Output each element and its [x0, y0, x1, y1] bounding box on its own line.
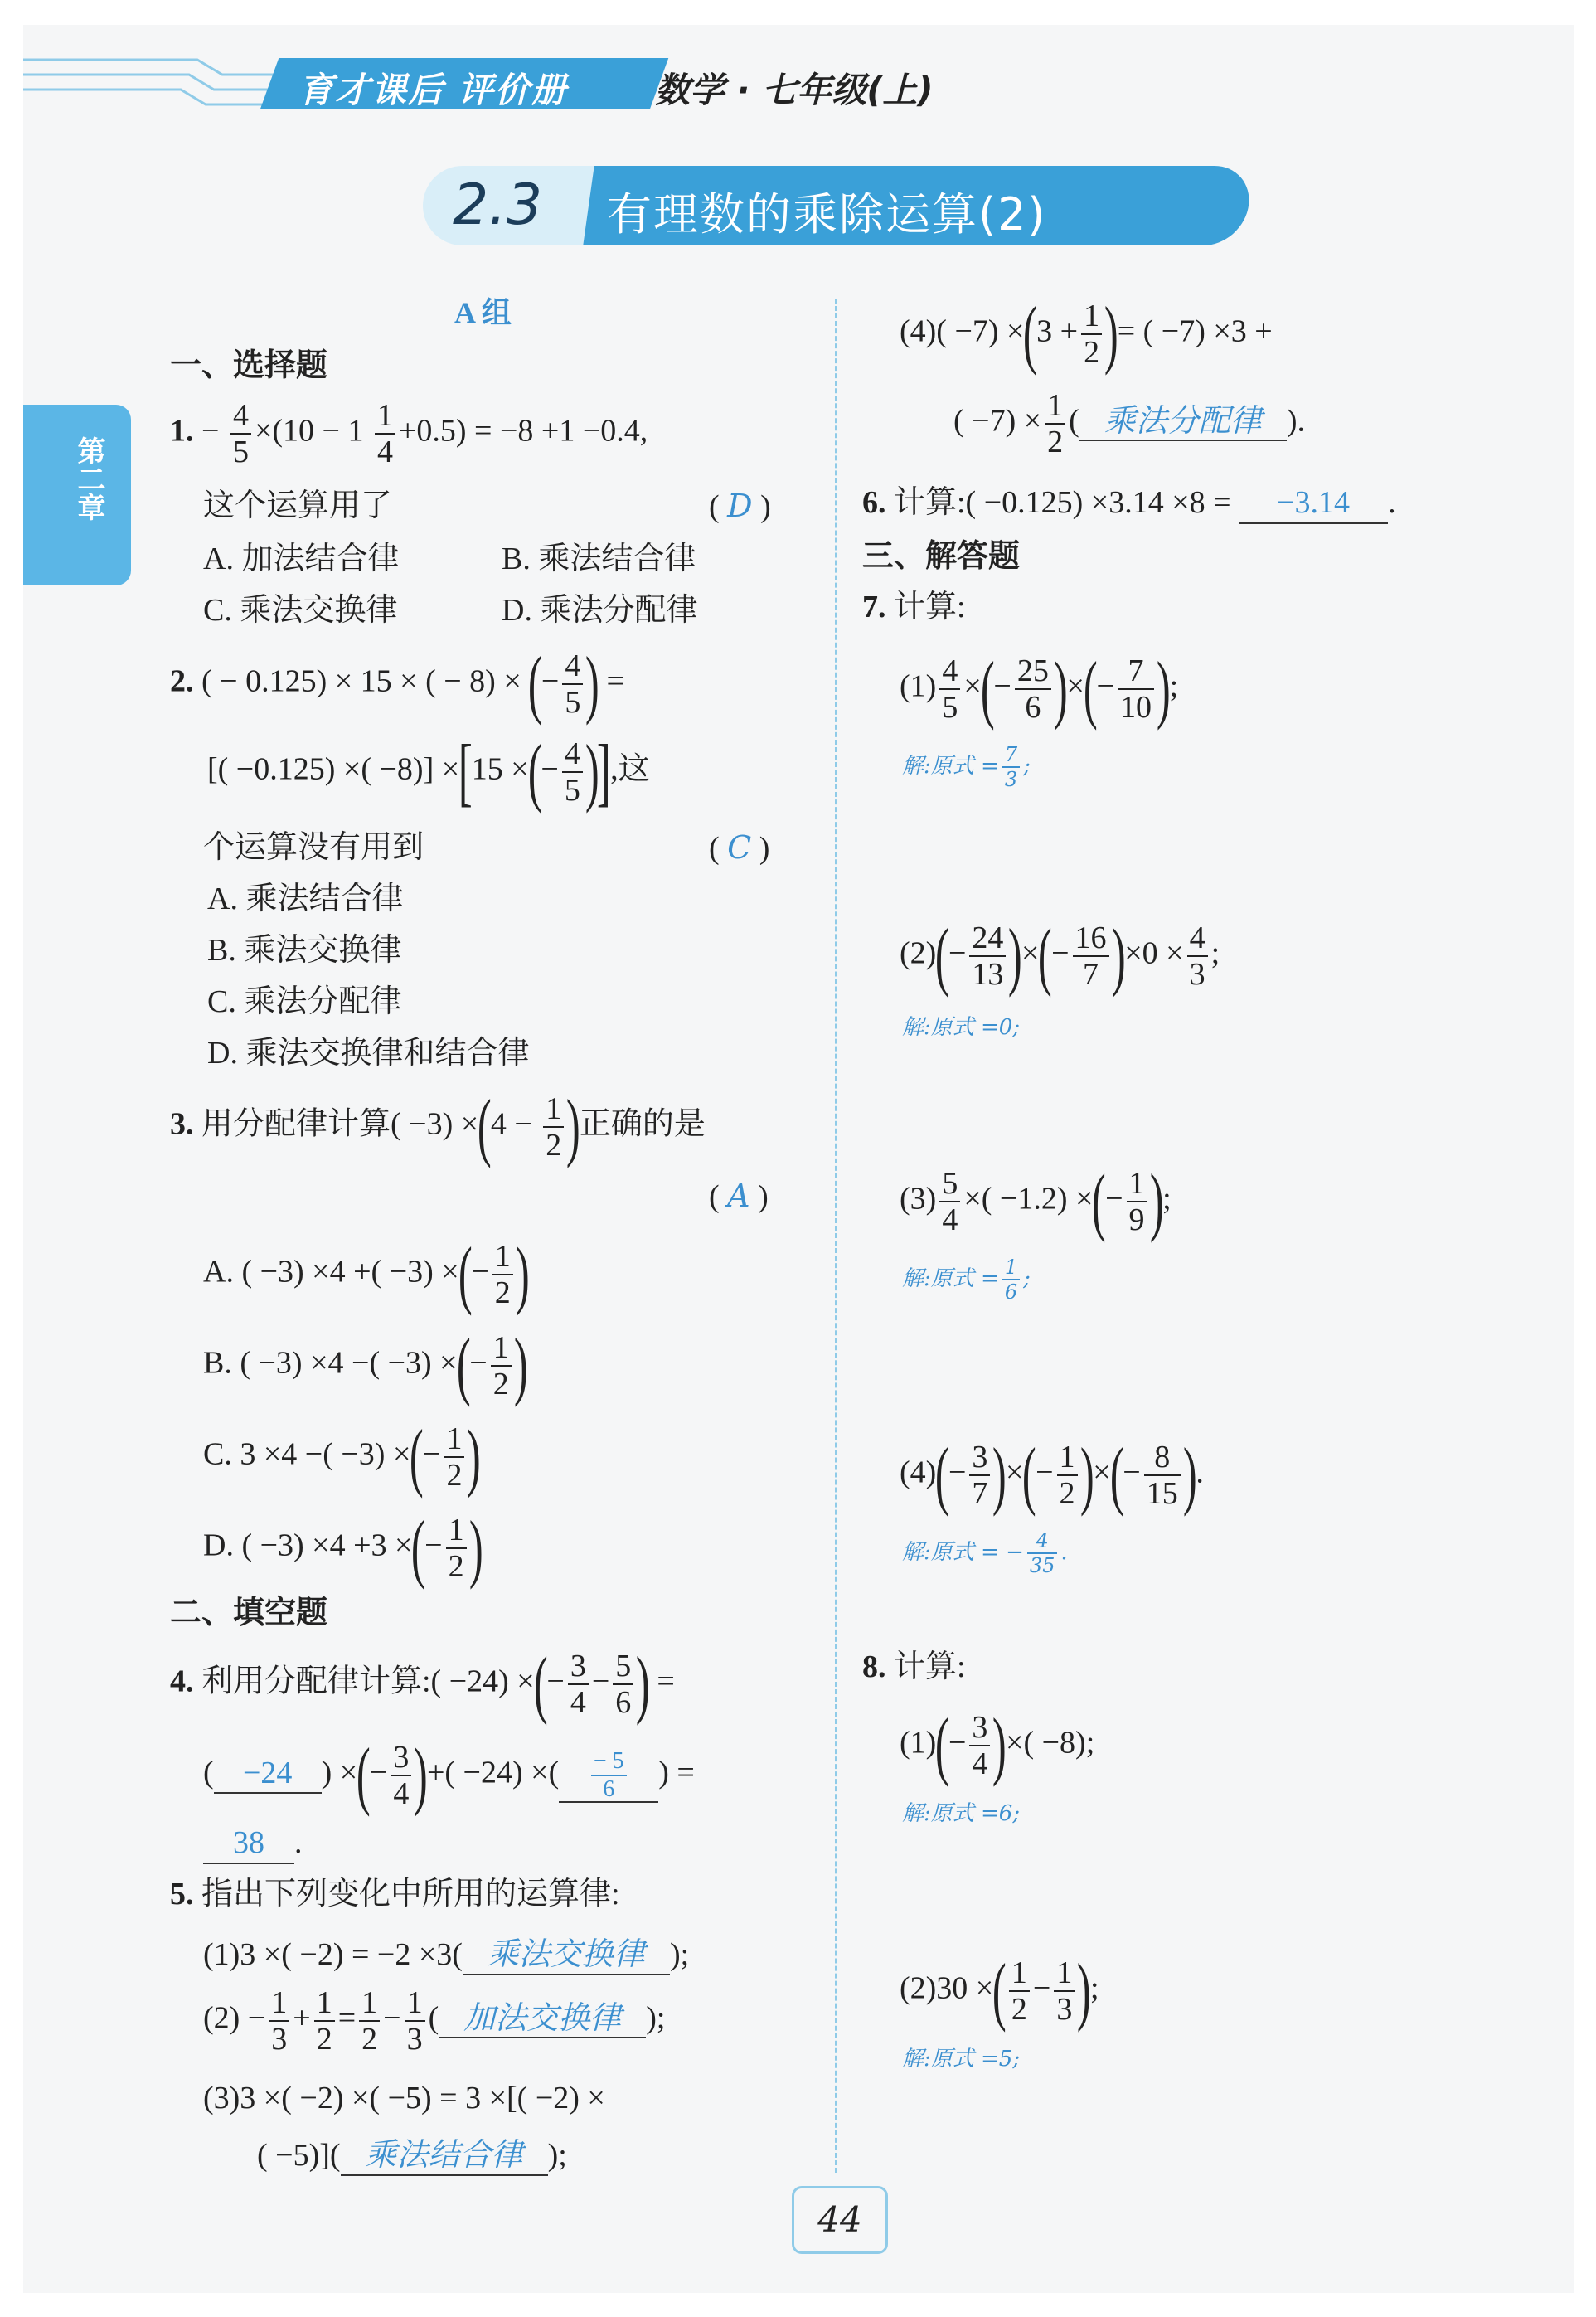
title-number: 2.3 — [453, 172, 543, 238]
q1-stem: 这个运算用了 — [203, 488, 393, 523]
q8-part2: (2)30 ×( $\frac{1}{2}$ − $\frac{1}{3}$ ); — [900, 1948, 1099, 2033]
header-subject: 数学 · 七年级(上) — [655, 70, 934, 110]
lesson-title — [423, 166, 1249, 245]
q2-line2: [( −0.125) ×( −8)] ×[15 ×(− $\frac{4}{5}$ )],这 — [207, 729, 650, 814]
q4-blank-2[interactable]: $\frac{- 5}{6}$ — [559, 1750, 658, 1803]
q1-expr-a: ×(10 − 1 — [254, 413, 364, 449]
q3-option-c: C. 3 ×4 −( −3) ×(− $\frac{1}{2}$ ) — [203, 1414, 482, 1499]
q3-answer: ( A ) — [709, 1178, 769, 1214]
q7-solution-2: 解:原式 =0; — [902, 1015, 1021, 1040]
title-number-box — [423, 166, 605, 245]
q3-option-d: D. ( −3) ×4 +3 ×(− $\frac{1}{2}$ ) — [203, 1505, 483, 1591]
chapter-tab-label: 第二章 — [72, 436, 105, 521]
q5-answer-2[interactable]: 加法交换律 — [439, 1999, 646, 2039]
q7-solution-3: 解:原式 = $\frac{1}{6}$ ; — [902, 1256, 1031, 1304]
q2-line1: 2. ( − 0.125) × 15 × ( − 8) × (− $\frac{4}{5}$ ) = — [170, 641, 624, 726]
q5-answer-1[interactable]: 乘法交换律 — [463, 1936, 670, 1975]
q5-part1: (1)3 ×( −2) = −2 ×3( 乘法交换律 ); — [203, 1936, 689, 1975]
q2-option-a: A. 乘法结合律 — [207, 882, 404, 916]
q3-option-b: B. ( −3) ×4 −( −3) ×(− $\frac{1}{2}$ ) — [203, 1323, 528, 1408]
q1-option-b: B. 乘法结合律 — [502, 542, 696, 576]
q5-answer-3[interactable]: 乘法结合律 — [341, 2136, 548, 2176]
column-divider — [835, 299, 837, 2173]
q6: 6. 计算:( −0.125) ×3.14 ×8 = −3.14 . — [862, 484, 1396, 524]
q1-expr-b: +0.5) = −8 +1 −0.4, — [398, 413, 648, 449]
q2-stem: 个运算没有用到 — [203, 830, 424, 865]
q5-answer-4[interactable]: 乘法分配律 — [1079, 402, 1287, 442]
header-banner-text: 育才课后 评价册 — [298, 70, 568, 110]
q4-line2: ( −24 ) ×(− $\frac{3}{4}$ )+( −24) ×( $\frac{- 5}{6}$ ) = — [203, 1732, 695, 1818]
q5-part4: (4)( −7) ×(3 + $\frac{1}{2}$ )= ( −7) ×3 + — [900, 291, 1273, 376]
q6-blank[interactable]: −3.14 — [1239, 484, 1388, 524]
q1-answer: ( D ) — [709, 488, 771, 524]
q2-option-b: B. 乘法交换律 — [207, 933, 402, 968]
q3-option-a: A. ( −3) ×4 +( −3) ×(− $\frac{1}{2}$ ) — [203, 1231, 530, 1317]
group-label: A 组 — [454, 296, 512, 329]
q7-solution-1: 解:原式 = $\frac{7}{3}$ ; — [902, 743, 1031, 791]
q4-blank-3[interactable]: 38 — [203, 1824, 294, 1864]
q7-part3: (3) $\frac{5}{4}$ ×( −1.2) ×(− $\frac{1}{9}$ ); — [900, 1158, 1172, 1244]
section-choice: 一、选择题 — [170, 347, 328, 383]
q2-number: 2. — [170, 663, 194, 699]
section-fill: 二、填空题 — [170, 1594, 328, 1630]
q5-part4-cont: ( −7) × $\frac{1}{2}$ ( 乘法分配律 ). — [953, 388, 1305, 459]
q1-option-d: D. 乘法分配律 — [502, 593, 698, 628]
q3-stem: 3. 用分配律计算( −3) ×(4 − $\frac{1}{2}$ )正确的是 — [170, 1084, 706, 1169]
q8-solution-2: 解:原式 =5; — [902, 2047, 1021, 2072]
q7-solution-4: 解:原式 = − $\frac{4}{35}$ . — [902, 1529, 1068, 1577]
page-number: 44 — [792, 2186, 888, 2254]
chapter-tab — [23, 405, 131, 585]
header-decoration-lines — [23, 51, 289, 109]
q5-part3: (3)3 ×( −2) ×( −5) = 3 ×[( −2) × — [203, 2081, 605, 2115]
q5-part2: (2) − $\frac{1}{3}$ + $\frac{1}{2}$ = $\frac{1}{2}$ − $\frac{1}{3}$ ( 加法交换律 ); — [203, 1985, 666, 2057]
q2-option-c: C. 乘法分配律 — [207, 984, 402, 1019]
q4-line1: 4. 利用分配律计算:( −24) ×(− $\frac{3}{4}$ − $\frac{5}{6}$ ) = — [170, 1641, 675, 1727]
q1-line1: 1. − $\frac{4}{5}$ ×(10 − 1 $\frac{1}{4}$ +0.5) = −8 +1 −0.4, — [170, 398, 648, 469]
q4-line3: 38 . — [203, 1824, 303, 1864]
q7-part4: (4)(− $\frac{3}{7}$ )×(− $\frac{1}{2}$ )×(− $\frac{8}{15}$ ). — [900, 1432, 1204, 1518]
q2-option-d: D. 乘法交换律和结合律 — [207, 1036, 530, 1071]
q1-option-c: C. 乘法交换律 — [203, 593, 398, 628]
q8-stem: 8. 计算: — [862, 1649, 966, 1684]
q5-part3-cont: ( −5)]( 乘法结合律 ); — [257, 2136, 567, 2176]
section-answer: 三、解答题 — [862, 537, 1021, 574]
q1-option-a: A. 加法结合律 — [203, 542, 400, 576]
q1-number: 1. — [170, 413, 194, 449]
q8-part1: (1)(− $\frac{3}{4}$ )×( −8); — [900, 1703, 1095, 1788]
q4-blank-1[interactable]: −24 — [214, 1755, 322, 1795]
q7-part2: (2)(− $\frac{24}{13}$ )×(− $\frac{16}{7}$ )×0 × $\frac{4}{3}$ ; — [900, 913, 1220, 998]
q7-stem: 7. 计算: — [862, 590, 966, 624]
title-text: 有理数的乘除运算(2) — [607, 188, 1047, 240]
q5-stem: 5. 指出下列变化中所用的运算律: — [170, 1877, 620, 1911]
q7-part1: (1) $\frac{4}{5}$ ×(− $\frac{25}{6}$ )×(− $\frac{7}{10}$ ); — [900, 646, 1179, 731]
q8-solution-1: 解:原式 =6; — [902, 1801, 1021, 1826]
q2-answer: ( C ) — [709, 829, 770, 866]
